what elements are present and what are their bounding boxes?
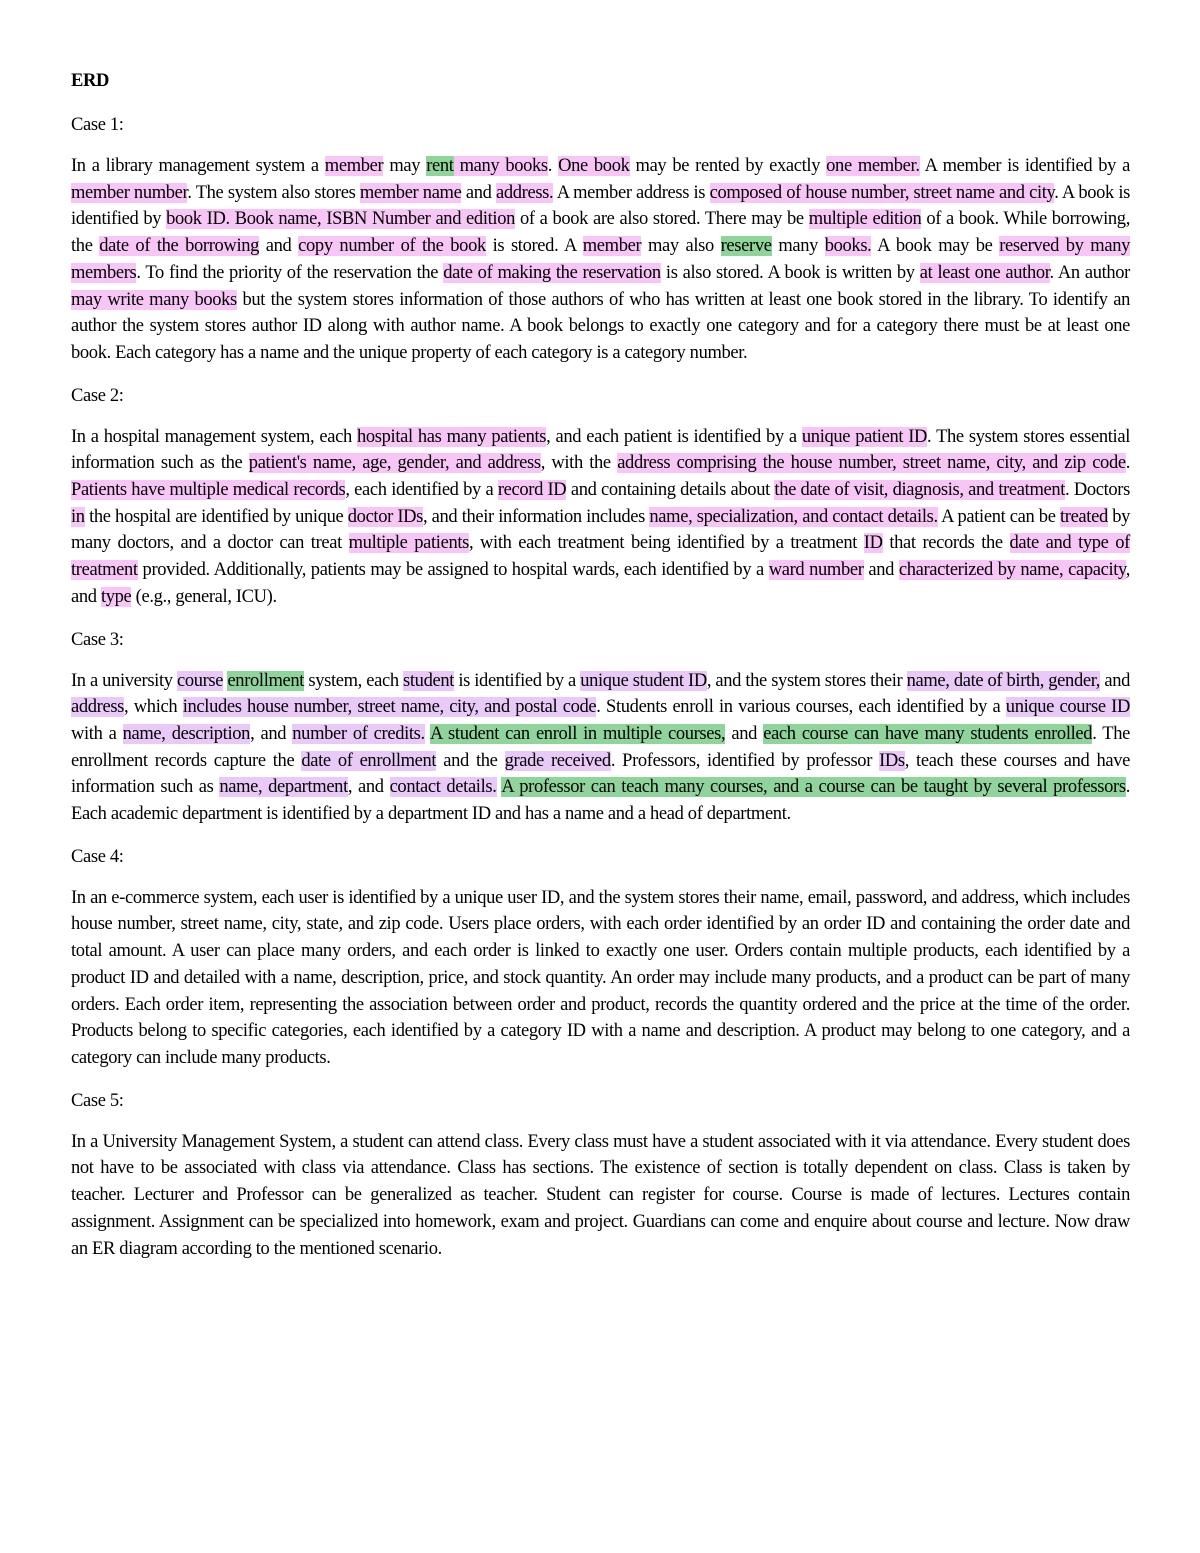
document-page [71, 68, 1130, 1278]
text-run: , with the [540, 453, 618, 474]
highlighted-phrase: rent [426, 156, 454, 176]
text-run: and [461, 182, 496, 203]
text-run: , and their information includes [423, 506, 650, 527]
text-run: , and each patient is identified by a [546, 426, 802, 447]
text-run: and the [436, 750, 505, 771]
highlighted-phrase: student [403, 670, 455, 691]
text-run: and [863, 560, 899, 581]
highlighted-phrase: member name [359, 182, 462, 203]
text-run: may also [641, 236, 721, 257]
case-section [71, 383, 1130, 611]
text-run: . Doctors [1065, 480, 1130, 501]
text-run: . To find the priority of the reservation the [136, 262, 444, 283]
highlighted-phrase: course [176, 670, 224, 691]
case-heading: Case 3: [71, 629, 124, 650]
text-run: of a book are also stored. There may be [515, 209, 809, 230]
highlighted-phrase: may write many books [71, 289, 237, 310]
highlighted-phrase: unique student ID [580, 670, 707, 691]
case-section [71, 112, 1130, 367]
text-run: In an e-commerce system, each user is identified by a unique user ID, and the system stores their name, email, password, and address, which includes house number, street name, city, state, and zip code. Users place orders, with each order identified by an order ID and containing the order date and total amount. A user can place many orders, and each order is linked to exactly one user. Orders contain multiple products, each identified by a product ID and detailed with a name, description, price, and stock quantity. An order may include many products, and a product can be part of many orders. Each order item, representing the association between order and product, records the quantity ordered and the price at the time of the order. Products belong to specific categories, each identified by a category ID with a name and description. A product may belong to one category, and a category can include many products. [71, 887, 1130, 1068]
highlighted-phrase: ward number [768, 560, 864, 581]
highlighted-phrase: multiple edition [808, 209, 922, 230]
highlighted-phrase: One book [558, 156, 630, 176]
text-run: A member address is [553, 182, 710, 203]
text-run: A member is identified by a [919, 156, 1130, 176]
text-run: , teach these courses and have information such as [71, 750, 1130, 798]
case-paragraph [71, 1129, 1130, 1263]
text-run: , which [124, 697, 183, 718]
text-run: and [1100, 670, 1131, 691]
text-run: but the system stores information of those authors of who has written at least one book stored in the library. To identify an author the system stores author ID along with author name. A book belongs to exactly one category and for a category there must be at least one book. Each category has a name and the unique property of each category is a category number. [71, 289, 1130, 363]
case-paragraph [71, 424, 1130, 611]
highlighted-phrase: characterized by name, capacity [898, 560, 1126, 581]
highlighted-phrase: IDs [879, 750, 905, 771]
highlighted-phrase: reserved by many members [71, 236, 1130, 283]
highlighted-phrase: member [582, 236, 642, 257]
highlighted-phrase: Patients have multiple medical records [71, 480, 346, 501]
case-heading: Case 1: [71, 115, 124, 135]
text-run: with a [71, 723, 123, 744]
highlighted-phrase: hospital has many patients [357, 426, 547, 447]
highlighted-phrase: multiple patients [348, 533, 469, 554]
highlighted-phrase: name, description [122, 723, 251, 744]
text-run: . The system also stores [187, 182, 360, 203]
document-title: ERD [71, 71, 110, 91]
highlighted-phrase: address. [495, 182, 554, 203]
highlighted-phrase: many books [453, 156, 548, 176]
highlighted-phrase: contact details. [389, 777, 497, 798]
highlighted-phrase: type [100, 586, 132, 607]
highlighted-phrase: name, specialization, and contact details. [649, 506, 938, 527]
text-run: In a university [71, 670, 177, 691]
highlighted-phrase: treated [1059, 506, 1108, 527]
highlighted-phrase: composed of house number, street name and city [709, 182, 1055, 203]
highlighted-phrase: at least one author [919, 262, 1050, 283]
highlighted-phrase: address [71, 697, 125, 718]
text-run: and containing details about [566, 480, 775, 501]
highlighted-phrase: address comprising the house number, street name, city, and zip code [617, 453, 1126, 474]
text-run: (e.g., general, ICU). [131, 586, 277, 607]
highlighted-phrase: date of the borrowing [99, 236, 260, 257]
highlighted-phrase: grade received [504, 750, 611, 771]
text-run: may [383, 156, 427, 176]
text-run: , with each treatment being identified by a treatment [469, 533, 864, 554]
text-run: of a book. While borrowing, the [71, 209, 1130, 257]
highlighted-phrase: record ID [497, 480, 567, 501]
highlighted-phrase: includes house number, street name, city, and postal code [182, 697, 597, 718]
text-run: , and [71, 560, 1131, 607]
case-section [71, 844, 1130, 1072]
highlighted-phrase: A student can enroll in multiple courses, [429, 723, 726, 744]
case-section [71, 627, 1130, 828]
text-run: A patient can be [937, 506, 1060, 527]
highlighted-phrase: books. [824, 236, 872, 257]
text-run: the hospital are identified by unique [84, 506, 348, 527]
case-list [71, 112, 1130, 1262]
text-run: . The enrollment records capture the [71, 723, 1130, 771]
text-run: is also stored. A book is written by [660, 262, 920, 283]
text-run: provided. Additionally, patients may be assigned to hospital wards, each identified by a [137, 560, 769, 581]
case-paragraph [71, 153, 1130, 367]
case-heading: Case 4: [71, 846, 124, 867]
highlighted-phrase: book ID. Book name, ISBN Number and edition [166, 209, 515, 230]
case-heading: Case 2: [71, 385, 124, 406]
text-run: , and [250, 723, 293, 744]
text-run: , and [347, 777, 390, 798]
text-run: by many doctors, and a doctor can treat [71, 506, 1131, 554]
highlighted-phrase: each course can have many students enrolled [763, 723, 1093, 744]
highlighted-phrase: date of making the reservation [443, 262, 661, 283]
highlighted-phrase: in [71, 506, 85, 527]
text-run: and [259, 236, 299, 257]
highlighted-phrase: unique patient ID [801, 426, 928, 447]
highlighted-phrase: one member. [826, 156, 920, 176]
highlighted-phrase: enrollment [227, 670, 305, 691]
text-run: . The system stores essential information such as the [71, 426, 1130, 474]
highlighted-phrase: unique course ID [1005, 697, 1130, 718]
text-run: . A book is identified by [71, 182, 1131, 230]
text-run: many [771, 236, 825, 257]
highlighted-phrase: name, date of birth, gender, [906, 670, 1101, 691]
highlighted-phrase: the date of visit, diagnosis, and treatment [774, 480, 1066, 501]
text-run: is identified by a [454, 670, 581, 691]
text-run: . [547, 156, 559, 176]
highlighted-phrase: number of credits. [292, 723, 425, 744]
text-run: . Students enroll in various courses, each identified by a [596, 697, 1006, 718]
text-run: A book may be [871, 236, 1000, 257]
highlighted-phrase: ID [863, 533, 883, 554]
text-run: . Professors, identified by professor [610, 750, 880, 771]
highlighted-phrase: patient's name, age, gender, and address [248, 453, 541, 474]
text-run: that records the [882, 533, 1010, 554]
highlighted-phrase: member number [71, 182, 188, 203]
text-run: system, each [304, 670, 404, 691]
highlighted-phrase: date of enrollment [301, 750, 437, 771]
highlighted-phrase: copy number of the book [298, 236, 486, 257]
text-run: In a University Management System, a student can attend class. Every class must have a student associated with it via attendance. Every student does not have to be associated with class via attendance. Class has sections. The existence of section is totally dependent on class. Class is taken by teacher. Lecturer and Professor can be generalized as teacher. Student can register for course. Course is made of lectures. Lectures contain assignment. Assignment can be specialized into homework, exam and project. Guardians can come and enquire about course and lecture. Now draw an ER diagram according to the mentioned scenario. [71, 1131, 1130, 1259]
highlighted-phrase: doctor IDs [347, 506, 423, 527]
text-run: In a hospital management system, each [71, 426, 357, 447]
highlighted-phrase: A professor can teach many courses, and a course can be taught by several professors [501, 777, 1126, 798]
text-run: . An author [1049, 262, 1130, 283]
case-heading: Case 5: [71, 1090, 124, 1111]
highlighted-phrase: member [324, 156, 384, 176]
text-run: . Each academic department is identified by a department ID and has a name and a head of department. [71, 777, 1130, 825]
text-run: , each identified by a [345, 480, 498, 501]
text-run: may be rented by exactly [629, 156, 827, 176]
text-run: , and the system stores their [706, 670, 907, 691]
case-section [71, 1088, 1130, 1263]
highlighted-phrase: name, department [219, 777, 348, 798]
highlighted-phrase: date and type of treatment [71, 533, 1130, 581]
text-run: In a library management system a [71, 156, 325, 176]
case-paragraph [71, 885, 1130, 1072]
text-run: . [1125, 453, 1130, 474]
case-paragraph [71, 668, 1130, 828]
text-run: is stored. A [485, 236, 583, 257]
highlighted-phrase: reserve [720, 236, 772, 257]
text-run: and [725, 723, 764, 744]
